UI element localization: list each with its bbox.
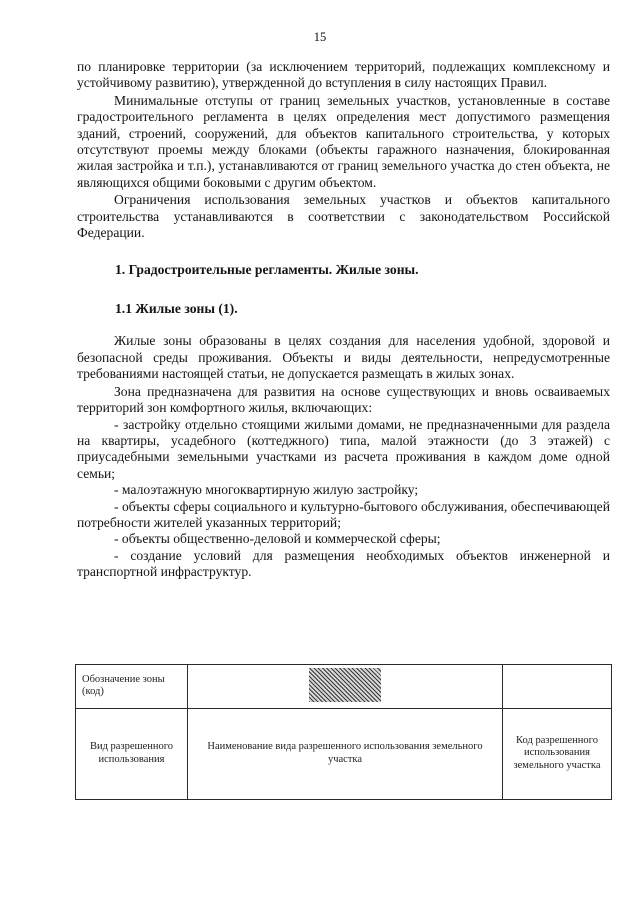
setbacks-paragraph: Минимальные отступы от границ земельных участков, установленные в составе градостроительного регламента в целях определения мест допустимого размещения зданий, строений, сооружений, для объектов капитального строительства, у которых отсутствуют проемы между блоками (объекты гаражного назначения, блокированная жилая застройка и т.п.), устанавливаются от границ земельного участка до стен объекта, не являющихся общими боковыми с другим объектом. [77,92,610,190]
list-item: - создание условий для размещения необходимых объектов инженерной и транспортной инфраструктур. [77,547,610,580]
page-number: 15 [313,30,327,44]
page-content [77,59,610,581]
permitted-use-type-header: Вид разрешенного использования [76,708,188,799]
zone-code-label: Обозначение зоны (код) [76,665,188,709]
zone-intended-paragraph: Зона предназначена для развития на основе существующих и вновь осваиваемых территорий зон комфортного жилья, включающих: [77,383,610,416]
empty-cell [503,665,612,709]
list-item: - объекты сферы социального и культурно-бытового обслуживания, обеспечивающей потребности жителей указанных территорий; [77,498,610,530]
permitted-use-code-header: Код разрешенного использования земельного участка [503,708,612,799]
table-row [76,665,612,709]
table-row [76,708,612,799]
list-item: - застройку отдельно стоящими жилыми домами, не предназначенными для раздела на квартиры, усадебного (коттеджного) типа, малой этажности (до 3 этажей) с приусадебными земельными участками из расчета проживания в каждом доме одной семьи; [77,416,610,481]
intro-continuation-paragraph: по планировке территории (за исключением территорий, подлежащих комплексному и устойчивому развитию), утвержденной до вступления в силу настоящих Правил. [77,59,610,91]
subsection-heading: 1.1 Жилые зоны (1). [115,301,238,317]
zone-hatch-cell [188,665,503,709]
restrictions-paragraph: Ограничения использования земельных участков и объектов капитального строительства устанавливаются в соответствии с законодательством Российской Федерации. [77,192,610,241]
list-item: - малоэтажную многоквартирную жилую застройку; [114,482,419,498]
permitted-use-name-header: Наименование вида разрешенного использования земельного участка [188,708,503,799]
list-item: - объекты общественно-деловой и коммерческой сферы; [114,531,441,547]
section-heading: 1. Градостроительные регламенты. Жилые зоны. [115,262,419,278]
zone-hatch-swatch [309,668,381,702]
zone-purpose-paragraph: Жилые зоны образованы в целях создания для населения удобной, здоровой и безопасной среды проживания. Объекты и виды деятельности, непредусмотренные требованиями настоящей статьи, не допускается размещать в жилых зонах. [77,333,610,382]
zones-table [75,664,612,800]
